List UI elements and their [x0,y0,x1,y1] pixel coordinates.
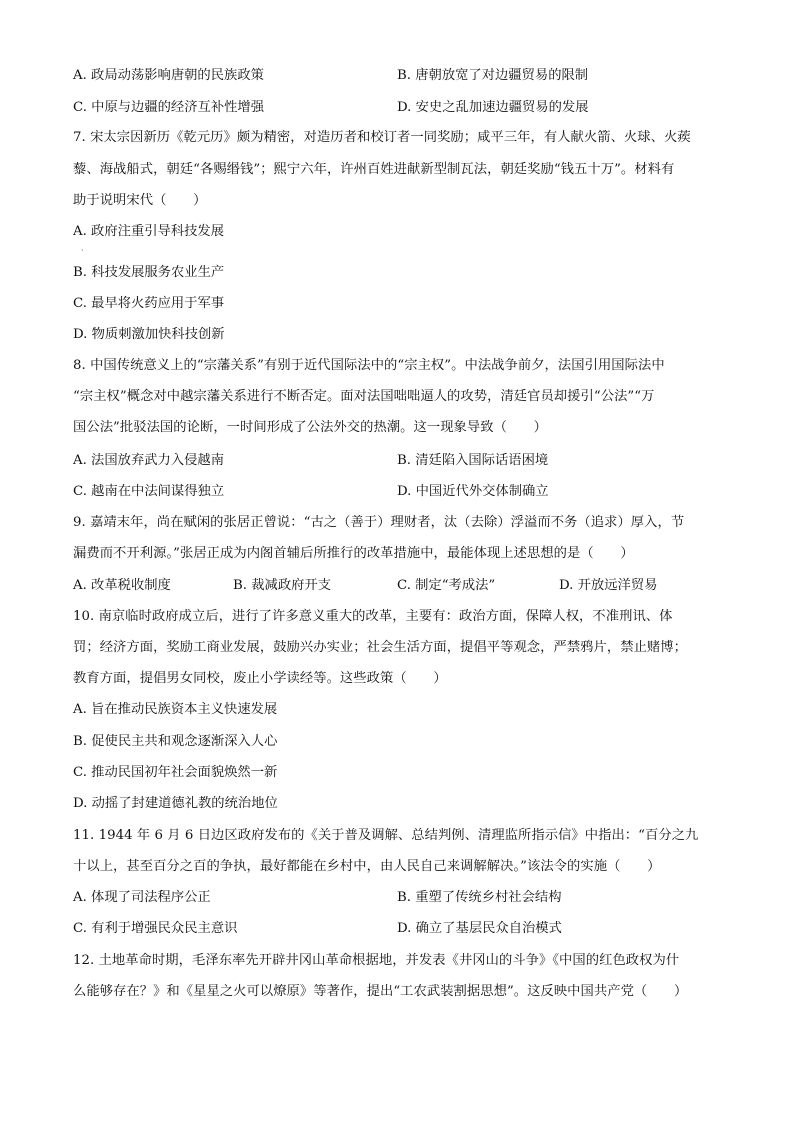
q10-stem-line-3: 教育方面，提倡男女同校，废止小学读经等。这些政策（ ） [73,671,447,686]
q8-options-row-1 [73,451,549,471]
q8-option-c[interactable]: C. 越南在中法间谋得独立 [73,484,225,499]
q7-option-a[interactable]: A. 政府注重引导科技发展 [73,224,225,239]
q6-option-a[interactable]: A. 政局动荡影响唐朝的民族政策 [73,68,264,83]
q9-option-b[interactable]: B. 裁减政府开支 [233,578,332,593]
q11-option-d[interactable]: D. 确立了基层民众自治模式 [397,921,562,936]
stray-dot-mark: · [81,246,84,255]
q8-options-row-2 [73,482,549,502]
q9-stem-line-1: 9. 嘉靖末年，尚在赋闲的张居正曾说：“古之（善于）理财者，汰（去除）浮溢而不务（追求）厚入，节 [73,515,685,530]
q6-options-row-1 [73,66,589,86]
q11-stem-line-2: 十以上，甚至百分之百的争执，最好都能在乡村中，由人民自己来调解解决。”该法令的实施（ ） [73,859,661,874]
q10-stem-line-2: 罚；经济方面，奖励工商业发展，鼓励兴办实业；社会生活方面，提倡平等观念，严禁鸦片，禁止赌博； [73,640,687,655]
q9-option-d[interactable]: D. 开放远洋贸易 [559,578,658,593]
q7-option-c[interactable]: C. 最早将火药应用于军事 [73,296,225,311]
q8-option-b[interactable]: B. 清廷陷入国际话语困境 [397,453,549,468]
q10-stem-line-1: 10. 南京临时政府成立后，进行了许多意义重大的改革，主要有：政治方面，保障人权，不准刑讯、体 [73,609,673,624]
q12-stem-line-1: 12. 土地革命时期，毛泽东率先开辟井冈山革命根据地，并发表《井冈山的斗争》《中国的红色政权为什 [73,953,680,968]
q10-option-d[interactable]: D. 动摇了封建道德礼教的统治地位 [73,796,278,811]
q10-option-c[interactable]: C. 推动民国初年社会面貌焕然一新 [73,765,278,780]
q8-option-a[interactable]: A. 法国放弃武力入侵越南 [73,453,225,468]
q11-option-b[interactable]: B. 重塑了传统乡村社会结构 [397,890,562,905]
q6-option-c[interactable]: C. 中原与边疆的经济互补性增强 [73,100,265,115]
q10-option-b[interactable]: B. 促使民主共和观念逐渐深入人心 [73,734,278,749]
q8-stem-line-3: 国公法”批驳法国的论断，一时间形成了公法外交的热潮。这一现象导致（ ） [73,420,547,435]
q11-options-row-2 [73,919,562,939]
q11-option-c[interactable]: C. 有利于增强民众民主意识 [73,921,238,936]
q11-stem-line-1: 11. 1944 年 6 月 6 日边区政府发布的《关于普及调解、总结判例、清理监所指示信》中指出：“百分之九 [73,828,699,843]
q8-option-d[interactable]: D. 中国近代外交体制确立 [397,484,549,499]
q10-option-a[interactable]: A. 旨在推动民族资本主义快速发展 [73,702,278,717]
q6-options-row-2 [73,98,589,118]
q7-stem-line-1: 7. 宋太宗因新历《乾元历》颇为精密，对造历者和校订者一同奖励；咸平三年，有人献火箭、火球、火蒺 [73,130,691,145]
q7-option-d[interactable]: D. 物质刺激加快科技创新 [73,327,225,342]
q9-option-a[interactable]: A. 改革税收制度 [73,578,171,593]
q7-option-b[interactable]: B. 科技发展服务农业生产 [73,265,225,280]
q11-options-row-1 [73,888,562,908]
q12-stem-line-2: 么能够存在？》和《星星之火可以燎原》等著作，提出“工农武装割据思想”。这反映中国共产党（ ） [73,984,688,999]
q8-stem-line-2: “宗主权”概念对中越宗藩关系进行不断否定。面对法国咄咄逼人的攻势，清廷官员却援引“公法”“万 [73,389,655,404]
q9-option-c[interactable]: C. 制定“考成法” [397,578,496,593]
q6-option-d[interactable]: D. 安史之乱加速边疆贸易的发展 [397,100,589,115]
q7-stem-line-2: 藜、海战船式，朝廷“各赐缗钱”；熙宁六年，许州百姓进献新型制瓦法，朝廷奖励“钱五十万”。材料有 [73,162,675,177]
q11-option-a[interactable]: A. 体现了司法程序公正 [73,890,211,905]
q6-option-b[interactable]: B. 唐朝放宽了对边疆贸易的限制 [397,68,589,83]
q7-stem-line-3: 助于说明宋代（ ） [73,193,207,208]
q8-stem-line-1: 8. 中国传统意义上的“宗藩关系”有别于近代国际法中的“宗主权”。中法战争前夕，法国引用国际法中 [73,358,665,373]
q9-stem-line-2: 漏费而不开利源。”张居正成为内阁首辅后所推行的改革措施中，最能体现上述思想的是（ ） [73,546,634,561]
